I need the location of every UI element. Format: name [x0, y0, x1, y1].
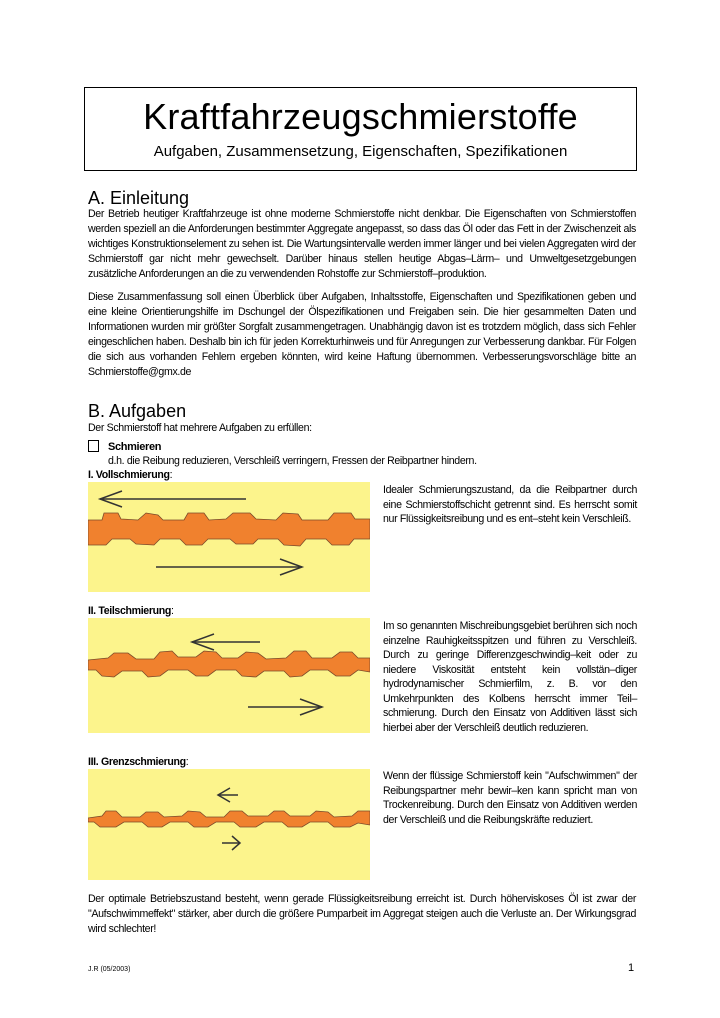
tasks-intro: Der Schmierstoff hat mehrere Aufgaben zu erfüllen: [88, 422, 312, 434]
section-b-heading: B. Aufgaben [88, 401, 187, 421]
footer-author-date: J.R (05/2003) [88, 966, 131, 973]
task-description: d.h. die Reibung reduzieren, Verschleiß verringern, Fressen der Reibpartner hindern. [108, 455, 477, 467]
section-a-heading: A. Einleitung [88, 188, 190, 208]
item-text-1: Idealer Schmierungszustand, da die Reibpartner durch eine Schmierstoffschicht getrennt sind. Es herrscht somit nur Flüssigkeitsreibung und es ent–steht kein Verschleiß. [383, 484, 637, 525]
task-title: Schmieren [108, 441, 162, 453]
item-text-2: Im so genannten Mischreibungsgebiet berühren sich noch einzelne Rauhigkeitsspitzen und führen zu Verschleiß. Durch zu geringe Differenzgeschwindig–keit oder zu niedere Viskosität entsteht kein vollstän–diger hydrodynamischer Schmierfilm, z. B. vor den Umkehrpunkten des Kolbens herrscht immer Teil–schmierung. Durch den Einsatz von Additiven lässt sich hierbei aber der Verschleiß deutlich reduzieren. [383, 620, 637, 734]
page-number: 1 [628, 962, 635, 974]
item-label-2: II. Teilschmierung: [88, 605, 174, 617]
partial-lubrication-figure [88, 618, 370, 733]
closing-paragraph: Der optimale Betriebszustand besteht, wenn gerade Flüssigkeitsreibung erreicht ist. Durch höherviskoses Öl ist zwar der "Aufschwimmeffekt" stärker, aber durch die größere Pumparbeit im Aggregat steigen auch die Verluste an. Der Wirkungsgrad wird schlechter! [88, 893, 636, 935]
document-title: Kraftfahrzeugschmierstoffe [143, 96, 578, 137]
item-label-1: I. Vollschmierung: [88, 469, 173, 481]
intro-paragraph-1: Der Betrieb heutiger Kraftfahrzeuge ist ohne moderne Schmierstoffe nicht denkbar. Die Eigenschaften von Schmierstoffen werden speziell an die Anforderungen bestimmter Aggregate angepasst, so dass das Öl oder das Fett in der Zwischenzeit als wichtiges Konstruktionselement zu sehen ist. Die Wartungsintervalle werden immer länger und bei vielen Aggregaten wird der Schmierstoff gar nicht mehr gewechselt. Darüber hinaus stellen heutige Abgas–Lärm– und Umweltgesetzgebungen zusätzliche Anforderungen an die zu verwendenden Rohstoffe zur Schmierstoff–produktion. [88, 208, 636, 280]
item-text-3: Wenn der flüssige Schmierstoff kein "Aufschwimmen" der Reibungspartner mehr bewir–ken kann spricht man von Trockenreibung. Durch den Einsatz von Additiven werden der Verschleiß und die Reibungskräfte reduziert. [383, 770, 637, 826]
title-box [84, 87, 637, 171]
item-label-3: III. Grenzschmierung: [88, 756, 189, 768]
document-subtitle: Aufgaben, Zusammensetzung, Eigenschaften, Spezifikationen [153, 143, 568, 160]
checkbox-bullet-icon [88, 440, 99, 452]
full-lubrication-figure [88, 482, 370, 592]
boundary-lubrication-figure [88, 769, 370, 880]
intro-paragraph-2: Diese Zusammenfassung soll einen Überblick über Aufgaben, Inhaltsstoffe, Eigenschaften und Spezifikationen geben und eine kleine Orientierungshilfe im Dschungel der Ölspezifikationen und Freigaben sein. Die hier gesammelten Daten und Informationen wurden mir größter Sorgfalt zusammengetragen. Unabhängig davon ist es trotzdem möglich, dass sich Fehler eingeschlichen haben. Deshalb bin ich für jeden Korrekturhinweis und für Anregungen zur Verbesserung dankbar. Für Folgen die sich aus vorhanden Fehlern ergeben könnten, wird keine Haftung übernommen. Verbesserungsvorschläge bitte an Schmierstoffe@gmx.de [88, 291, 636, 378]
